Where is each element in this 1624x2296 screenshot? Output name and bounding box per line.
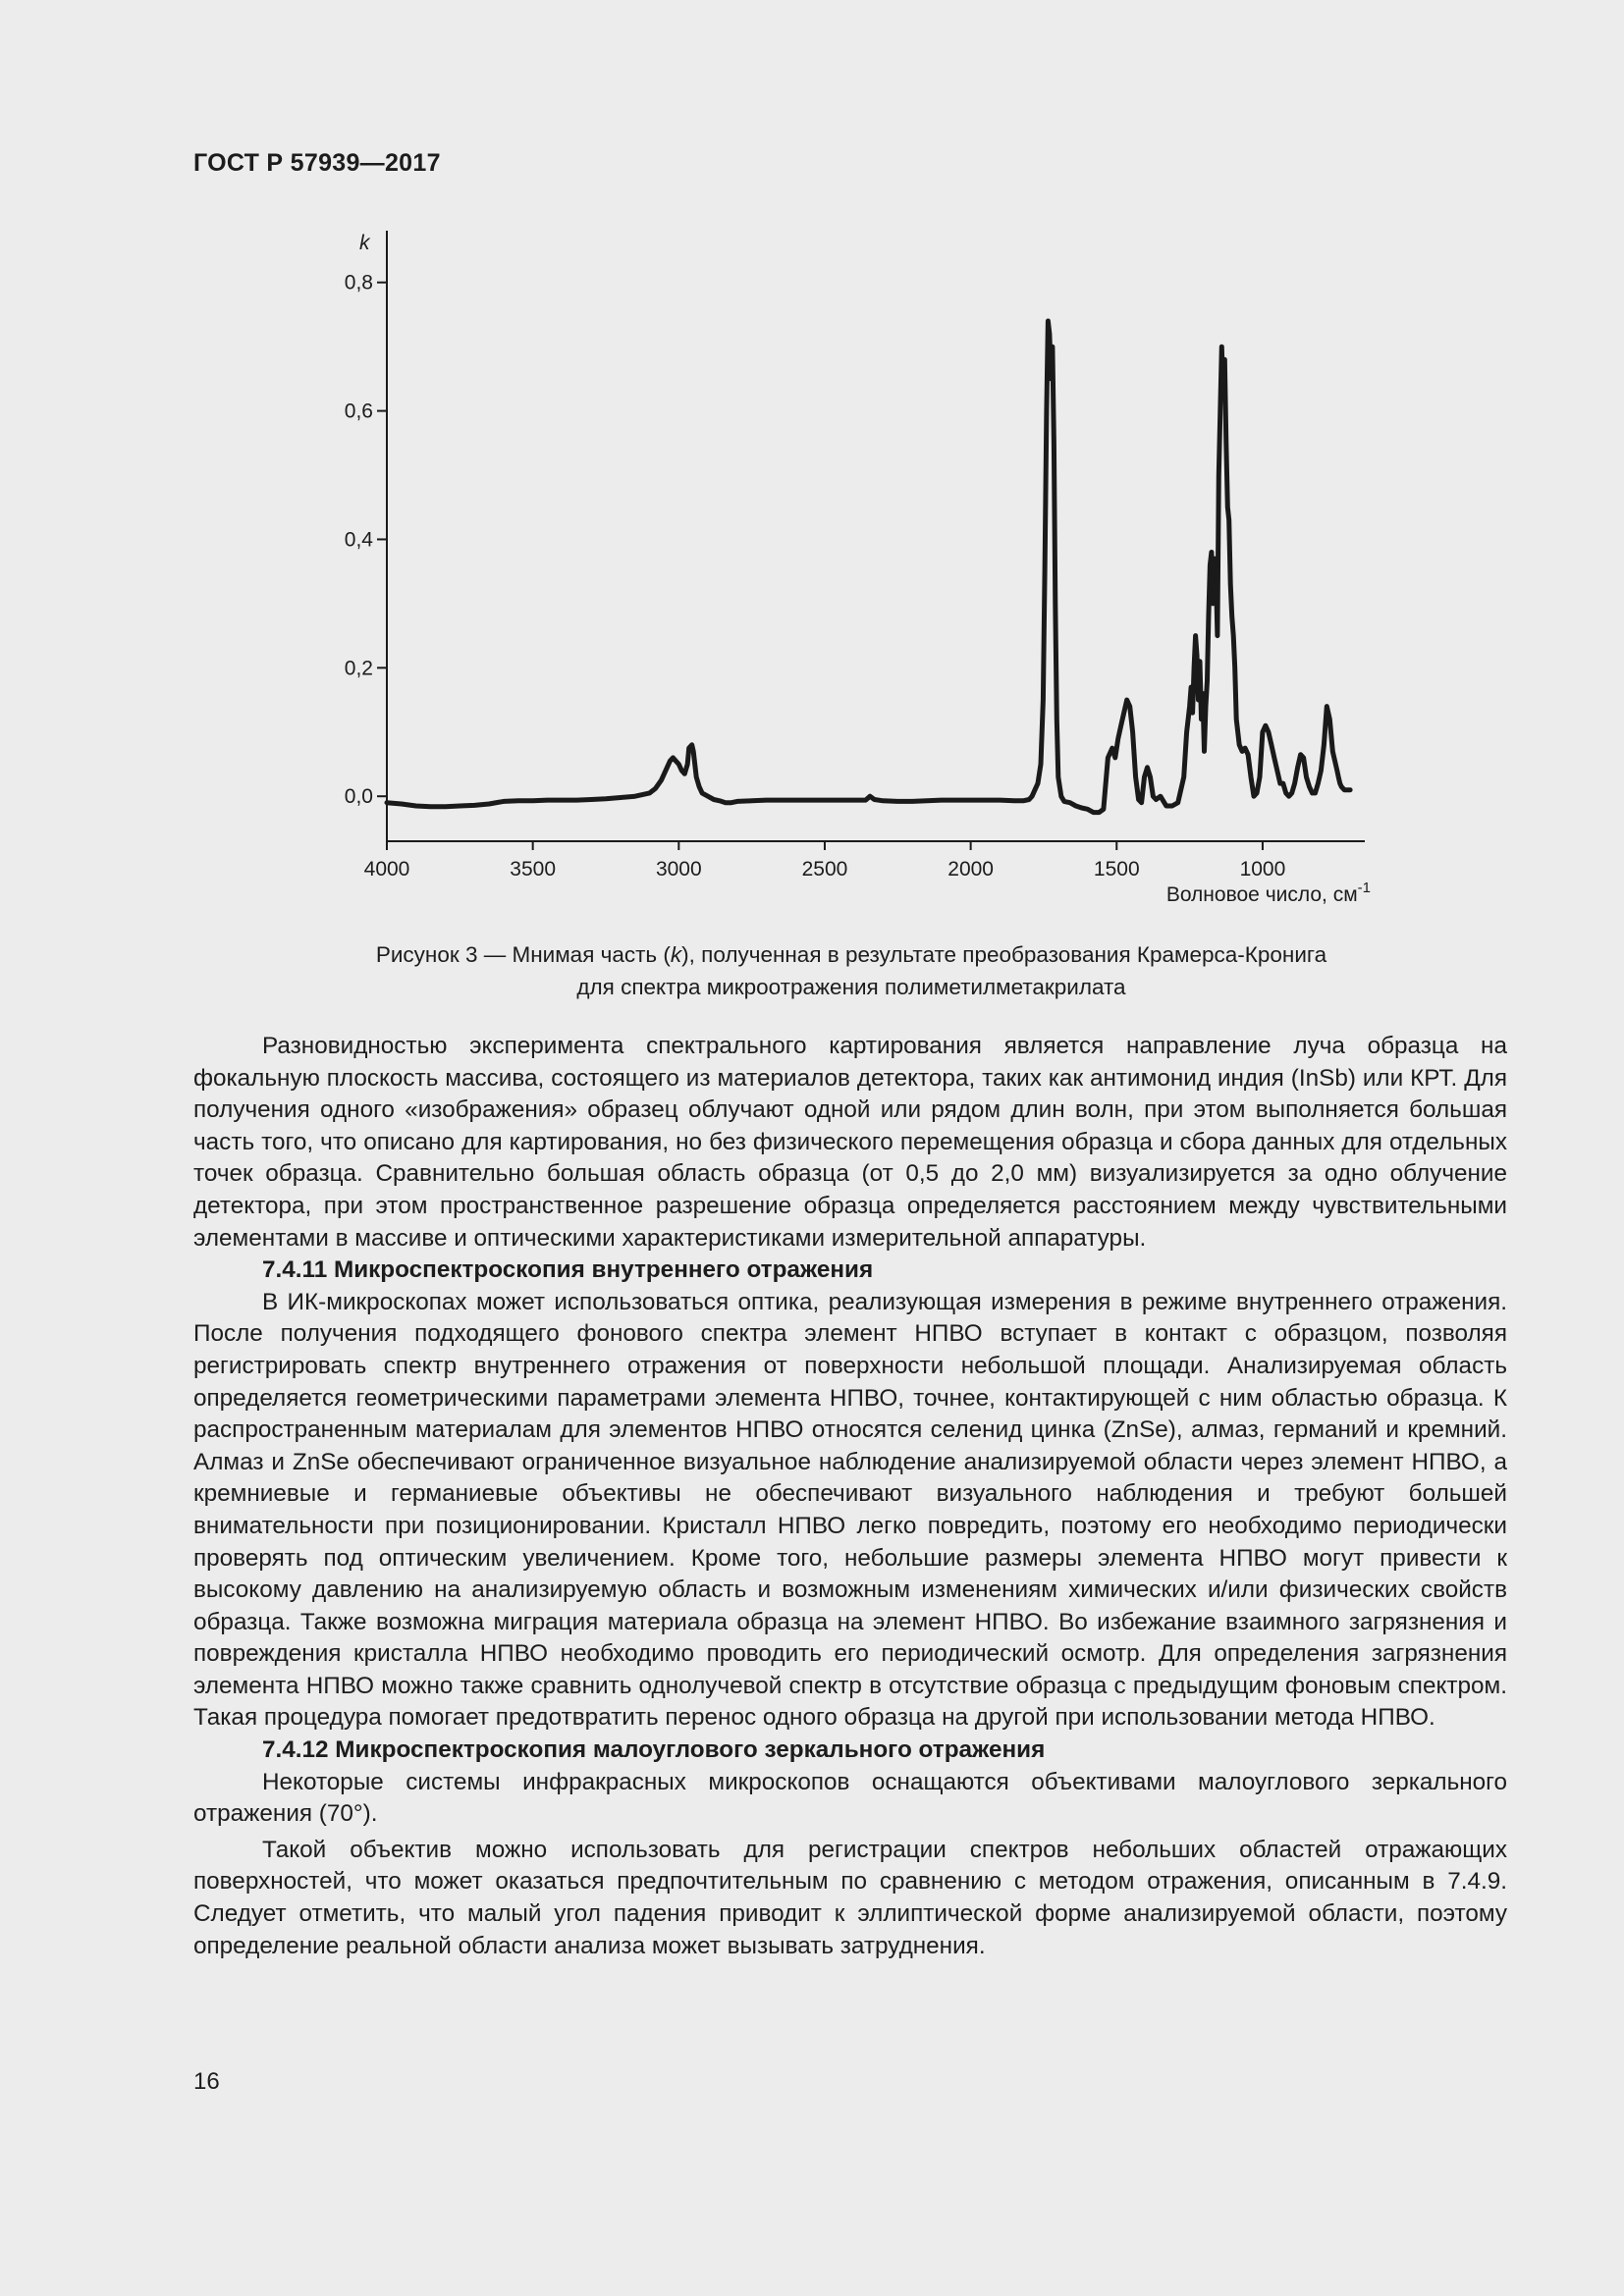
x-axis-label: Волновое число, $см^{-1}$ (1165, 880, 1371, 906)
y-axis-label: k (359, 232, 370, 254)
document-header: ГОСТ Р 57939—2017 (193, 149, 441, 177)
paragraph-spectral-mapping: Разновидностью эксперимента спектрального картирования является направление луча образца на фокальную плоскость массива, состоящего из материалов детектора, таких как антимонид индия (InSb) или КРТ. Для получения одного «изображения» образец облучают одной или рядом длин волн, при этом выполняется большая часть того, что описано для картирования, но без физического перемещения образца и сбора данных для отдельных точек образца. Сравнительно большая область образца (от 0,5 до 2,0 мм) визуализируется за одно облучение детектора, при этом пространственное разрешение образца определяется расстоянием между чувствительными элементами в массиве и оптическими характеристиками измерительной аппаратуры. (193, 1033, 1507, 1252)
y-tick-label: 0,8 (344, 271, 373, 294)
paragraph-grazing-objective: Такой объектив можно использовать для регистрации спектров небольших областей отражающих поверхностей, что может оказаться предпочтительным по сравнению с методом отражения, описанным в 7.4.9. Следует отметить, что малый угол падения приводит к эллиптической форме анализируемой области, поэтому определение реальной области анализа может вызывать затруднения. (193, 1836, 1507, 1959)
x-tick-label: 2500 (801, 858, 848, 881)
x-tick-label: 1500 (1093, 858, 1140, 881)
body-text (193, 1031, 1507, 1962)
spectrum-figure (295, 221, 1394, 918)
y-tick-label: 0,0 (344, 785, 373, 809)
x-tick-label: 1000 (1239, 858, 1286, 881)
caption-line-2: для спектра микроотражения полиметилметакрилата (576, 975, 1126, 999)
y-ticks (345, 272, 387, 808)
x-tick-label: 3500 (510, 858, 557, 881)
page-number: 16 (193, 2068, 220, 2095)
y-tick-label: 0,2 (344, 657, 373, 680)
caption-line-1: Рисунок 3 — Мнимая часть (k), полученная в результате преобразования Крамерса-Кронига (375, 942, 1327, 967)
paragraph-internal-reflection: В ИК-микроскопах может использоваться оптика, реализующая измерения в режиме внутреннего отражения. После получения подходящего фонового спектра элемент НПВО вступает в контакт с образцом, позволяя регистрировать спектр внутреннего отражения от поверхности небольшой площади. Анализируемая область определяется геометрическими параметрами элемента НПВО, точнее, контактирующей с ним областью образца. К распространенным материалам для элементов НПВО относятся селенид цинка (ZnSe), алмаз, германий и кремний. Алмаз и ZnSe обеспечивают ограниченное визуальное наблюдение анализируемой области через элемент НПВО, а кремниевые и германиевые объективы не обеспечивают визуального наблюдения и требуют большей внимательности при позиционировании. Кристалл НПВО легко повредить, поэтому его необходимо периодически проверять под оптическим увеличением. Кроме того, небольшие размеры элемента НПВО могут привести к высокому давлению на анализируемую область и возможным изменениям химических и/или физических свойств образца. Также возможна миграция материала образца на элемент НПВО. Во избежание взаимного загрязнения и повреждения кристалла НПВО необходимо проводить его периодический осмотр. Для определения загрязнения элемента НПВО можно также сравнить однолучевой спектр в отсутствие образца с предыдущим фоновым спектром. Такая процедура помогает предотвратить перенос одного образца на другой при использовании метода НПВО. (193, 1288, 1507, 1732)
x-tick-label: 2000 (947, 858, 994, 881)
y-tick-label: 0,4 (344, 528, 373, 552)
section-heading-7-4-11: 7.4.11 Микроспектроскопия внутреннего отражения (262, 1256, 874, 1284)
paragraph-grazing-angle: Некоторые системы инфракрасных микроскопов оснащаются объективами малоуглового зеркального отражения (70°). (193, 1768, 1507, 1828)
figure-caption (193, 938, 1509, 1003)
x-ticks (364, 841, 1286, 881)
section-heading-7-4-12: 7.4.12 Микроспектроскопия малоуглового зеркального отражения (262, 1736, 1046, 1764)
spectrum-chart (295, 221, 1394, 918)
x-tick-label: 3000 (655, 858, 702, 881)
y-tick-label: 0,6 (344, 400, 373, 423)
series-line-k (387, 321, 1350, 813)
x-tick-label: 4000 (363, 858, 410, 881)
